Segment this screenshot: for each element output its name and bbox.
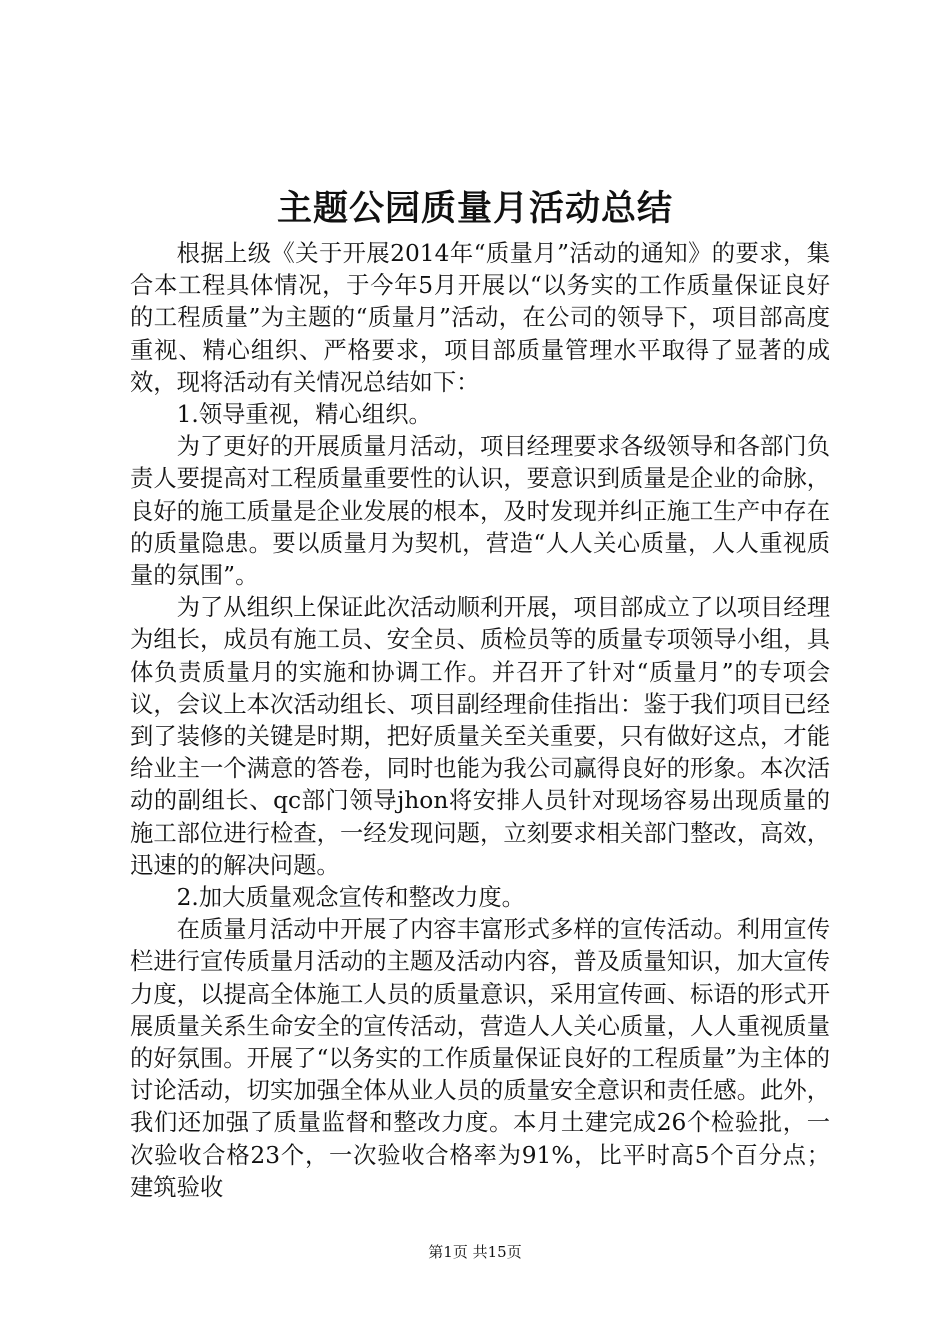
document-body <box>130 238 830 1204</box>
paragraph-publicity: 在质量月活动中开展了内容丰富形式多样的宣传活动。利用宣传栏进行宣传质量月活动的主题及活动内容，普及质量知识，加大宣传力度，以提高全体施工人员的质量意识，采用宣传画、标语的形式开展质量关系生命安全的宣传活动，营造人人关心质量，人人重视质量的好氛围。开展了“以务实的工作质量保证良好的工程质量”为主体的讨论活动，切实加强全体从业人员的质量安全意识和责任感。此外，我们还加强了质量监督和整改力度。本月土建完成26个检验批，一次验收合格23个，一次验收合格率为91%，比平时高5个百分点；建筑验收 <box>130 916 830 1201</box>
paragraph-leadership: 为了更好的开展质量月活动，项目经理要求各级领导和各部门负责人要提高对工程质量重要性的认识，要意识到质量是企业的命脉，良好的施工质量是企业发展的根本，及时发现并纠正施工生产中存在的质量隐患。要以质量月为契机，营造“人人关心质量，人人重视质量的氛围”。 <box>130 433 830 590</box>
section-heading-1: 1.领导重视，精心组织。 <box>176 401 432 429</box>
section-heading-2: 2.加大质量观念宣传和整改力度。 <box>176 884 525 912</box>
page-number-footer: 第1页 共15页 <box>428 1243 522 1261</box>
document-title: 主题公园质量月活动总结 <box>276 188 673 229</box>
paragraph-intro: 根据上级《关于开展2014年“质量月”活动的通知》的要求，集合本工程具体情况，于今年5月开展以“以务实的工作质量保证良好的工程质量”为主题的“质量月”活动，在公司的领导下，项目部高度重视、精心组织、严格要求，项目部质量管理水平取得了显著的成效，现将活动有关情况总结如下： <box>130 240 830 396</box>
paragraph-organization: 为了从组织上保证此次活动顺利开展，项目部成立了以项目经理为组长，成员有施工员、安全员、质检员等的质量专项领导小组，具体负责质量月的实施和协调工作。并召开了针对“质量月”的专项会议，会议上本次活动组长、项目副经理俞佳指出：鉴于我们项目已经到了装修的关键是时期，把好质量关至关重要，只有做好这点，才能给业主一个满意的答卷，同时也能为我公司赢得良好的形象。本次活动的副组长、qc部门领导jhon将安排人员针对现场容易出现质量的施工部位进行检查，一经发现问题，立刻要求相关部门整改，高效，迅速的的解决问题。 <box>130 594 830 879</box>
